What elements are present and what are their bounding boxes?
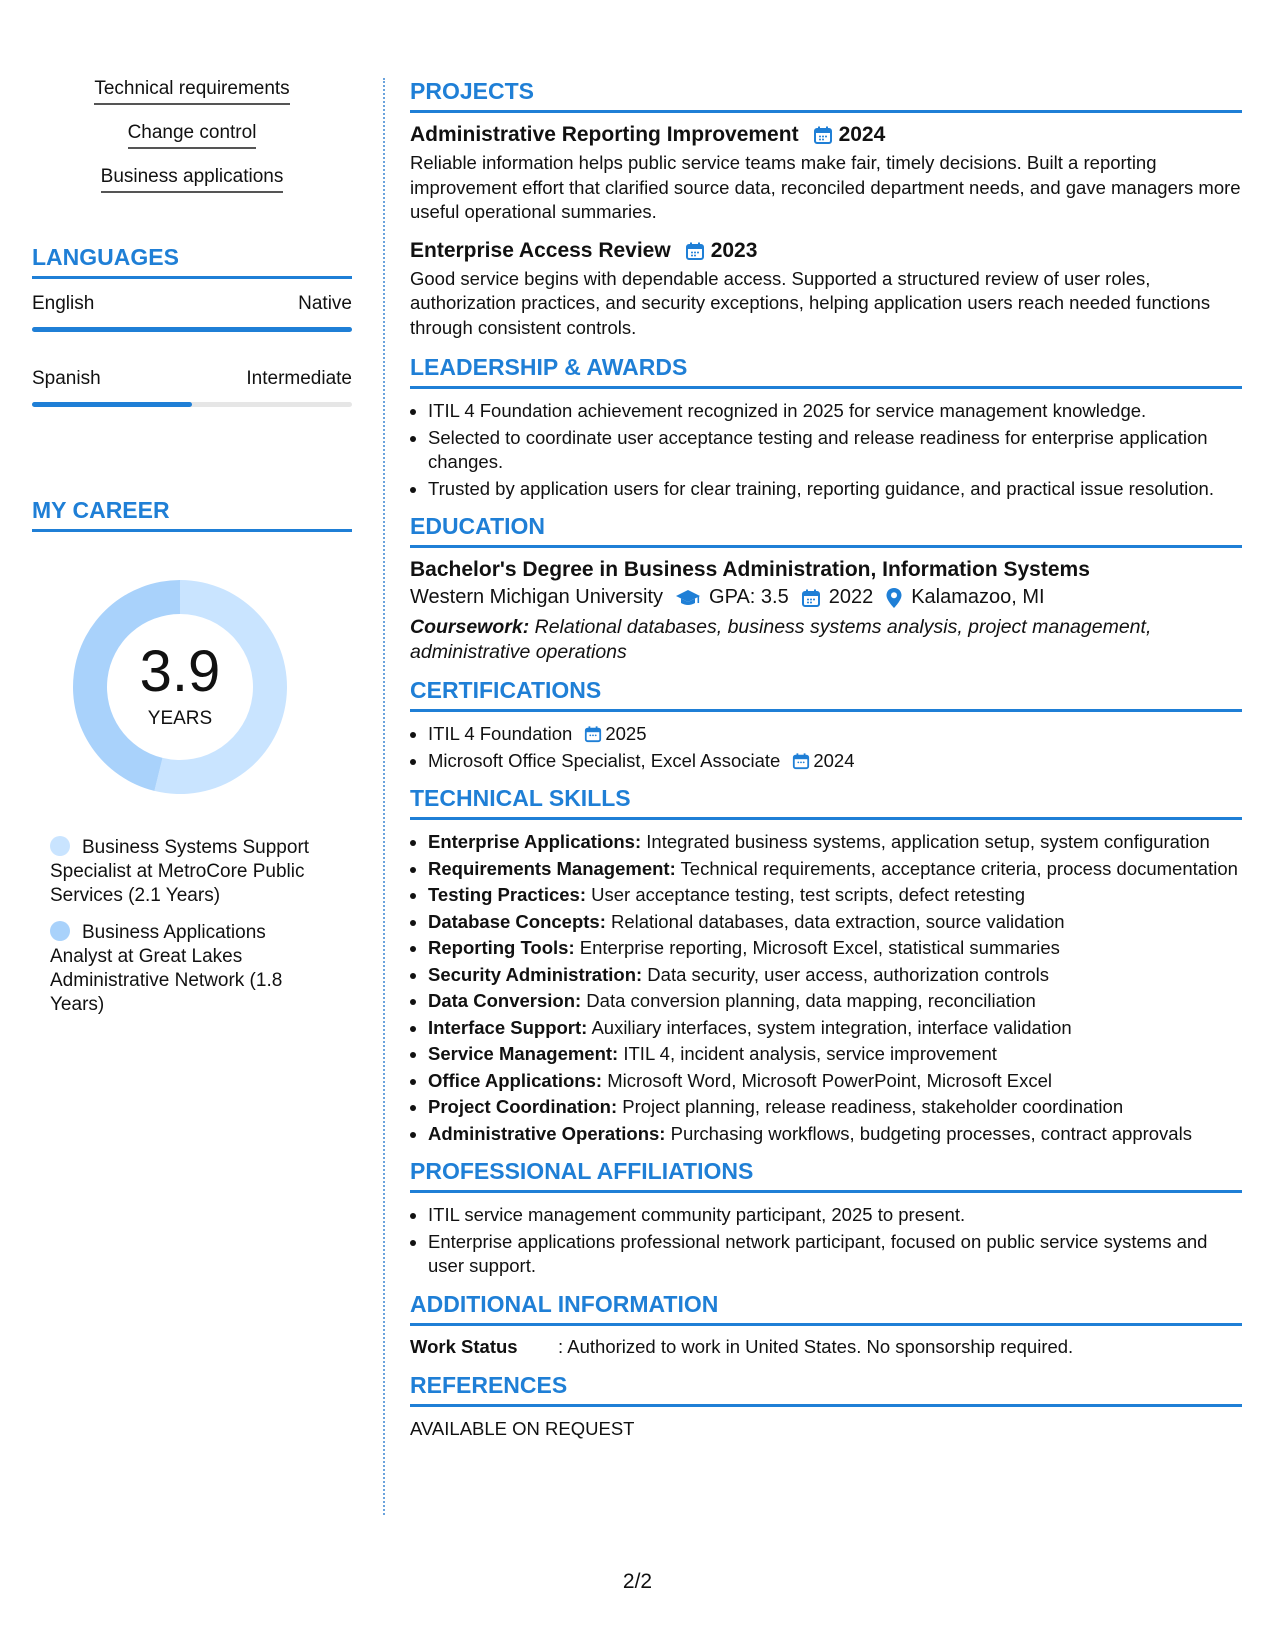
work-status-row [410,1336,1242,1358]
project-item [410,239,1242,341]
certifications-list [410,722,1242,773]
project-description: Good service begins with dependable access. Supported a structured review of user roles, authorization practices, and security exceptions, helping application users reach needed functions through consistent controls. [410,267,1211,338]
skill-tag: Technical requirements [32,78,352,105]
career-title: MY CAREER [32,497,352,532]
graduation-year: 2022 [828,586,874,608]
education-title: EDUCATION [410,513,1242,548]
language-level: Native [298,293,352,314]
career-donut [65,572,295,802]
legend-dot [50,921,70,941]
project-name: Administrative Reporting Improvement [410,123,799,146]
references-value: AVAILABLE ON REQUEST [410,1417,635,1439]
list-item: • ITIL 4 Foundation achievement recognized in 2025 for service management knowledge. [428,399,1242,424]
map-pin-icon [885,587,903,609]
additional-title: ADDITIONAL INFORMATION [410,1291,1242,1326]
skills-list [410,830,1242,1146]
list-item: • Security Administration: Data security, user access, authorization controls [428,963,1242,988]
project-item [410,123,1242,225]
career-legend-item: Business Applications Analyst at Great Lakes Administrative Network (1.8 Years) [50,922,283,1015]
project-year: 2023 [710,238,758,262]
list-item: • Administrative Operations: Purchasing workflows, budgeting processes, contract approvals [428,1122,1242,1147]
career-legend-item: Business Systems Support Specialist at MetroCore Public Services (2.1 Years) [50,837,310,906]
language-level: Intermediate [246,368,352,389]
list-item: • Interface Support: Auxiliary interfaces, system integration, interface validation [428,1016,1242,1041]
right-column [410,78,1242,1441]
career-legend [50,836,320,1017]
list-item: • Trusted by application users for clear training, reporting guidance, and practical issue resolution. [428,477,1242,502]
list-item: • Data Conversion: Data conversion planning, data mapping, reconciliation [428,989,1242,1014]
project-year: 2024 [838,123,886,146]
school-name: Western Michigan University [410,586,664,608]
calendar-icon [584,725,602,743]
language-name: English [32,293,95,314]
left-column [32,78,352,1030]
list-item: • Enterprise applications professional network participant, focused on public service systems and user support. [428,1230,1242,1279]
list-item: • Requirements Management: Technical requirements, acceptance criteria, process documentation [428,857,1242,882]
coursework: Coursework: Relational databases, business systems analysis, project management, administrative operations [410,616,1152,663]
language-name: Spanish [32,368,101,389]
skill-tag: Business applications [32,166,352,193]
cert-name: • ITIL 4 Foundation [428,723,573,744]
languages-title: LANGUAGES [32,244,352,279]
list-item: • Enterprise Applications: Integrated business systems, application setup, system configuration [428,830,1242,855]
language-bar-fill [32,402,192,407]
list-item: • ITIL service management community participant, 2025 to present. [428,1203,1242,1228]
language-bar [32,327,352,332]
language-row [32,293,352,315]
project-name: Enterprise Access Review [410,238,671,262]
list-item: • Office Applications: Microsoft Word, Microsoft PowerPoint, Microsoft Excel [428,1069,1242,1094]
leadership-title: LEADERSHIP & AWARDS [410,354,1242,389]
column-divider [383,78,385,1515]
list-item [428,749,1242,774]
calendar-icon [801,588,821,608]
affiliations-title: PROFESSIONAL AFFILIATIONS [410,1158,1242,1193]
work-status-label: Work Status [410,1335,518,1357]
degree: Bachelor's Degree in Business Administration, Information Systems [410,558,1090,581]
education-meta [410,586,1242,609]
list-item: • Testing Practices: User acceptance testing, test scripts, defect retesting [428,883,1242,908]
list-item: • Database Concepts: Relational databases, data extraction, source validation [428,910,1242,935]
projects-title: PROJECTS [410,78,1242,113]
list-item: • Selected to coordinate user acceptance testing and release readiness for enterprise application changes. [428,426,1242,475]
references-title: REFERENCES [410,1372,1242,1407]
calendar-icon [813,125,833,145]
list-item: • Service Management: ITIL 4, incident analysis, service improvement [428,1042,1242,1067]
cert-year: 2024 [813,749,855,771]
work-status-value: : Authorized to work in United States. No sponsorship required. [558,1335,1074,1357]
gpa: GPA: 3.5 [709,586,789,608]
skill-tag: Change control [32,122,352,149]
affiliations-list [410,1203,1242,1279]
calendar-icon [685,241,705,261]
career-total: 3.9 [139,639,221,704]
language-bar [32,402,352,407]
certifications-title: CERTIFICATIONS [410,677,1242,712]
graduation-cap-icon [675,588,701,608]
language-row [32,368,352,390]
project-description: Reliable information helps public service teams make fair, timely decisions. Built a reporting improvement effort that clarified source data, reconciled department needs, and gave managers more useful operational summaries. [410,152,1241,222]
list-item: • Reporting Tools: Enterprise reporting, Microsoft Excel, statistical summaries [428,936,1242,961]
location: Kalamazoo, MI [911,586,1045,608]
skills-title: TECHNICAL SKILLS [410,785,1242,820]
languages-list [32,293,352,407]
page-number: 2/2 [622,1570,653,1593]
language-bar-fill [32,327,352,332]
list-item [428,722,1242,747]
career-unit: YEARS [147,708,213,729]
leadership-list [410,399,1242,501]
cert-name: • Microsoft Office Specialist, Excel Associate [428,749,781,771]
cert-year: 2025 [605,723,647,744]
legend-dot [50,836,70,856]
list-item: • Project Coordination: Project planning, release readiness, stakeholder coordination [428,1095,1242,1120]
calendar-icon [792,752,810,770]
